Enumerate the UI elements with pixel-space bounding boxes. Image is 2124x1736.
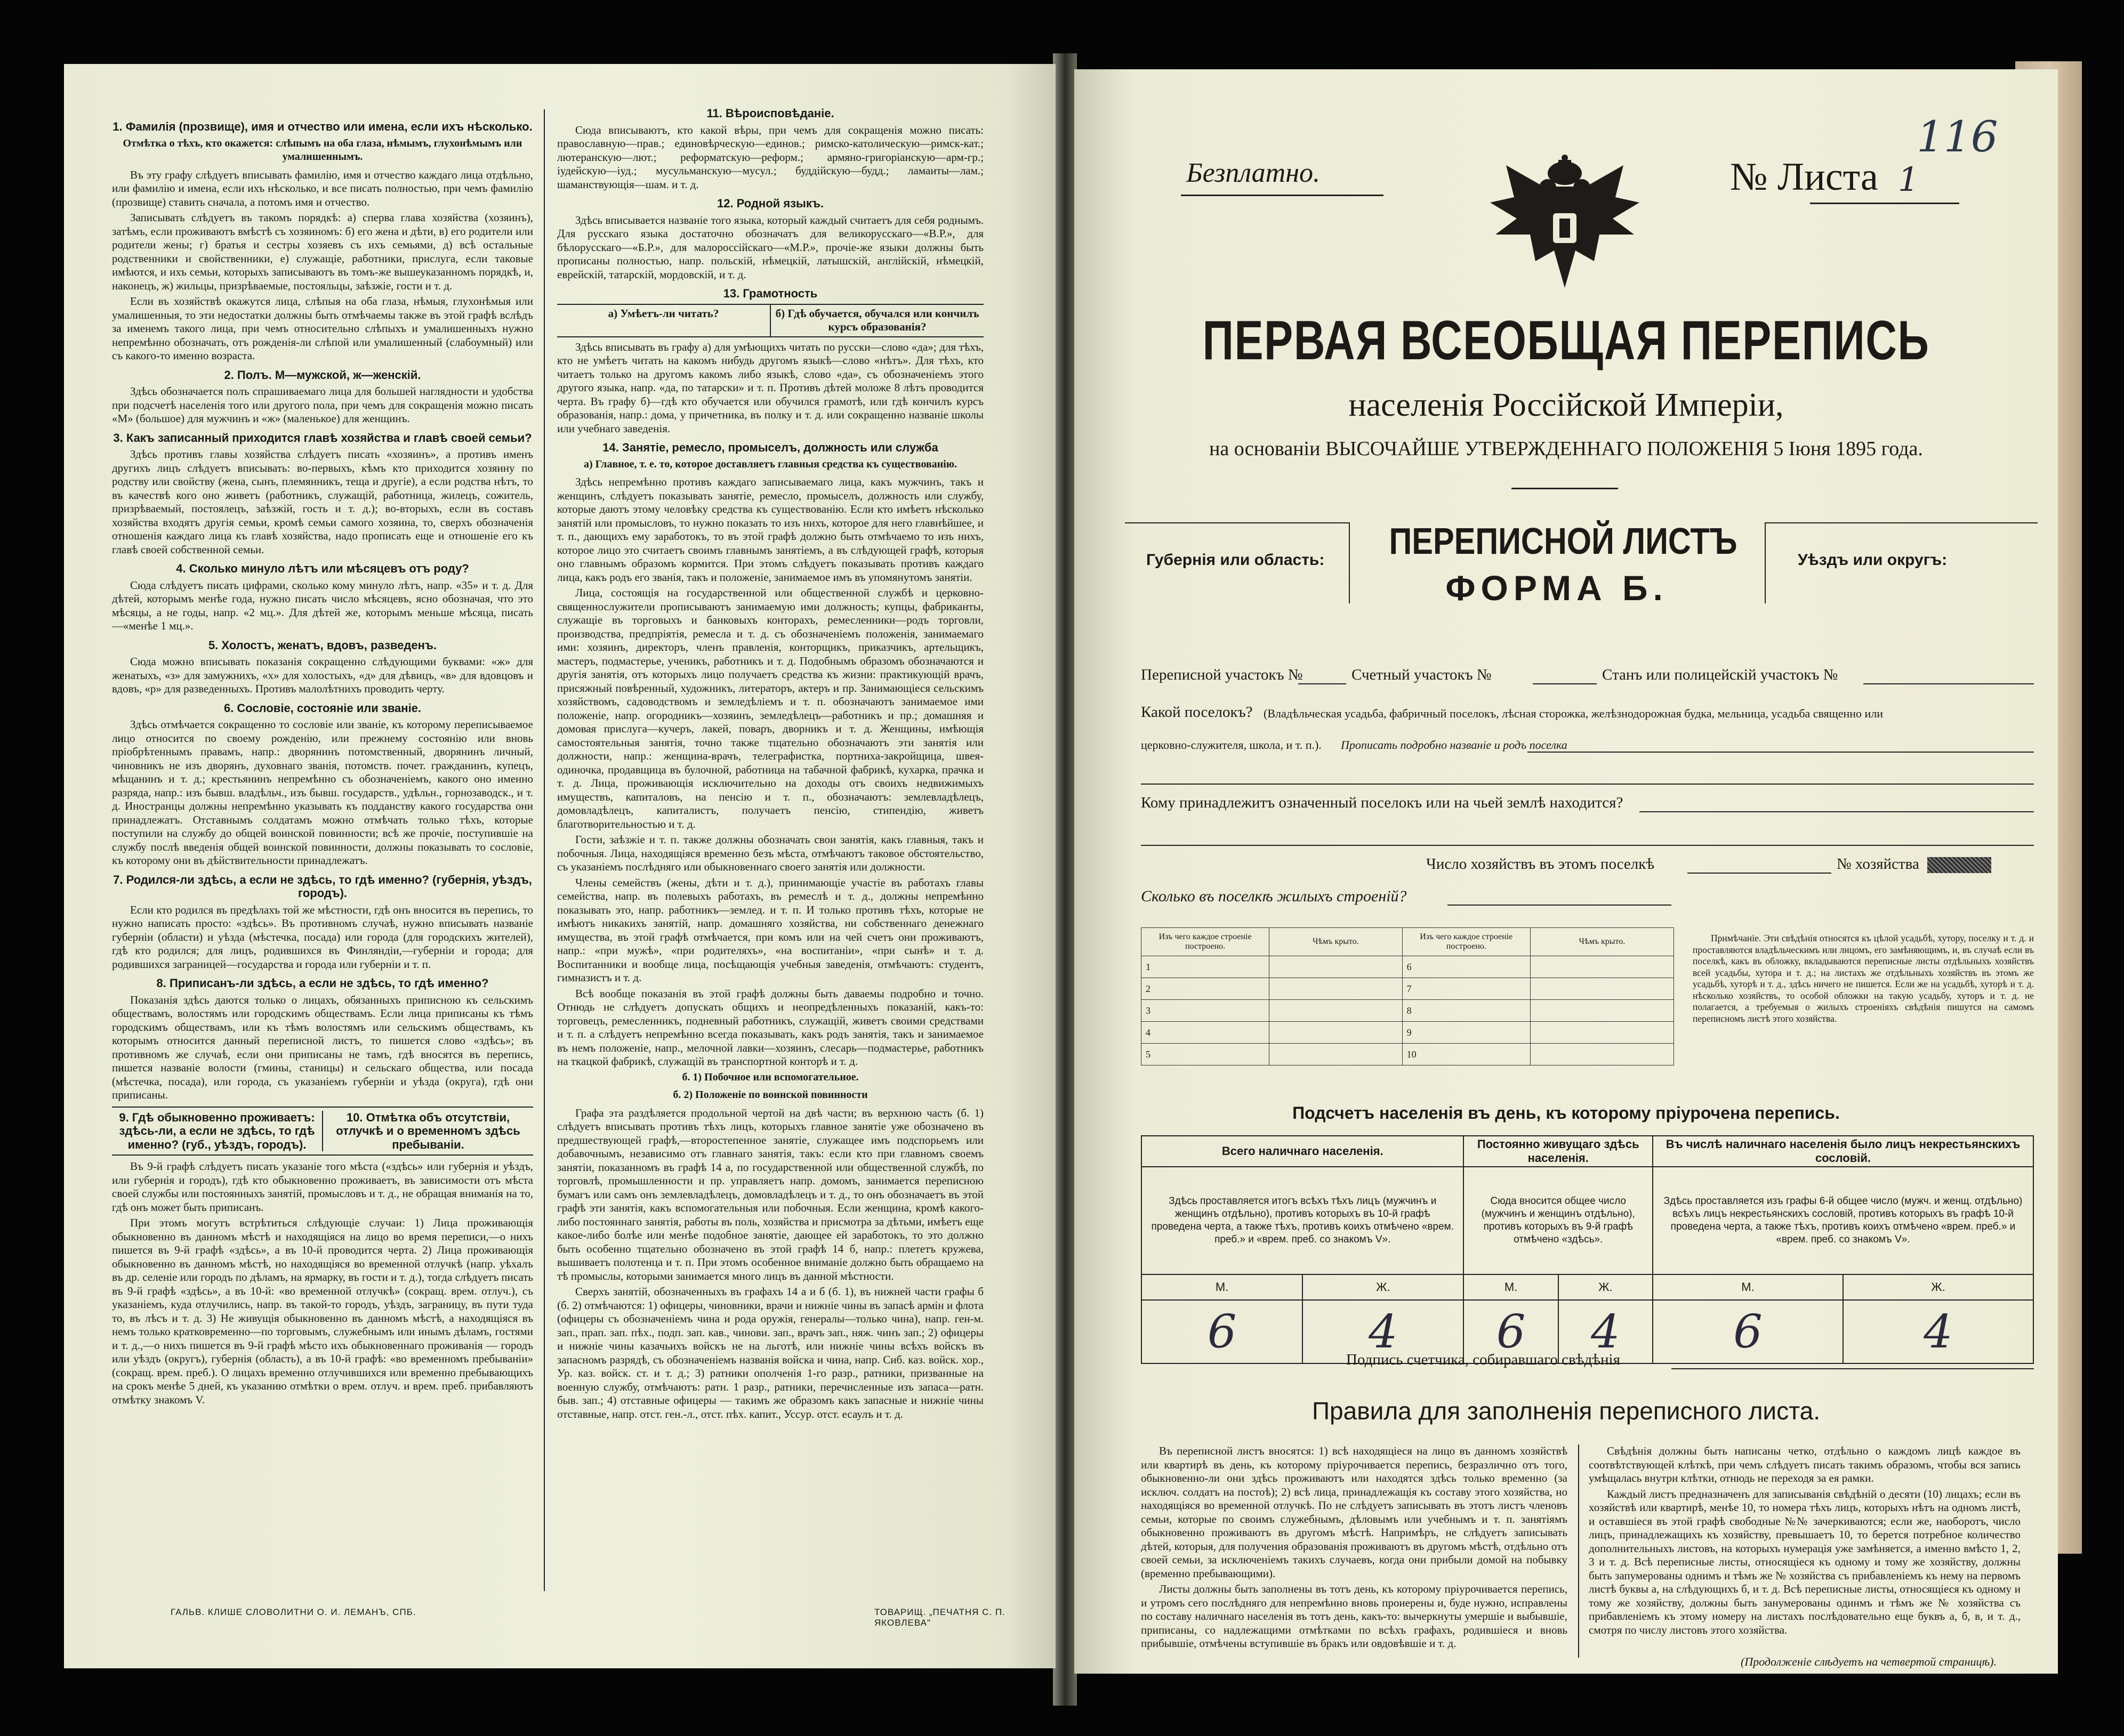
signature-line[interactable] — [1671, 1368, 2034, 1369]
row-number: 9 — [1402, 1022, 1530, 1044]
section-7-text: Если кто родился въ предѣлахъ той же мѣстности, гдѣ онъ вносится въ перепись, то нужно написать просто: «здѣсь». Въ противномъ случаѣ, нужно вписывать названіе губерніи (области) и уѣзда (мѣстечка, посада) или города (для городскихъ жителей), гдѣ кто родился; для лицъ, родившихся въ Финляндіи,—губерніи и города; для родившихся заграницей—государства и города или губерніи и т. п. — [112, 903, 533, 971]
buildings-note-text: Примѣчаніе. Эти свѣдѣнія относятся къ цѣлой усадьбѣ, хутору, поселку и т. д. и проставляются владѣльческимъ или лицомъ, его замѣняющимъ, и, въ случаѣ если въ поселкѣ, какъ въ обложку, вкладываются переписные листы отдѣльныхъ хозяйствъ всей усадьбы, хутора и т. д.; на листахъ же отдѣльныхъ хозяйствъ въ этомъ же усадьбѣ, хуторѣ и т. д., здѣсь ничего не пишется. Если же на усадьбѣ, хуторѣ и т. д. нѣсколько хозяйствъ, то особой обложки на такую усадьбу, хуторъ и т. д. не полагается, а требуемыя о жилыхъ строеніяхъ свѣдѣнія пишутся на самомъ переписномъ листѣ этого хозяйства. — [1693, 933, 2034, 1024]
section-10-title: 10. Отмѣтка объ отсутствіи, отлучкѣ и о временномъ здѣсь пребываніи. — [336, 1110, 520, 1151]
section-1-text: Записывать слѣдуетъ въ такомъ порядкѣ: а) сперва глава хозяйства (хозяинъ), затѣмъ, если проживаютъ вмѣстѣ съ хозяиномъ: б) его жена и дѣти, в) его родители или родители жены; г) братья и сестры хозяевъ съ ихъ семьями, д) всѣ остальные родственники и свойственники, е) служащіе, работники, прислуга, если таковые имѣются, и ихъ семьи, которыхъ записываютъ въ томъ-же вышеуказанномъ порядкѣ, и, наконецъ, ж) жильцы, призрѣваемые, постояльцы, заѣзжіе, гости и т. д. — [112, 211, 533, 292]
buildings-label: Сколько въ поселкѣ жилыхъ строеній? — [1141, 887, 1407, 905]
input-line[interactable] — [1141, 845, 2034, 846]
section-4-text: Сюда слѣдуетъ писать цифрами, сколько кому минуло лѣтъ, напр. «35» и т. д. Для дѣтей, которымъ менѣе года, нужно писать число мѣсяцевъ, ясно обозначая, что это мѣсяцы, а не годы, напр. «2 мц.». Для дѣтей же, которымъ меньше мѣсяца, писать—«менѣе 1 мц.». — [112, 578, 533, 632]
count-value-total-female[interactable]: 4 — [1302, 1300, 1463, 1363]
section-7-title: 7. Родился-ли здѣсь, а если не здѣсь, то гдѣ именно? (губернія, уѣздъ, городъ). — [113, 873, 532, 900]
male-label: М. — [1653, 1274, 1843, 1300]
section-14-text: Всѣ вообще показанія въ этой графѣ должны быть даваемы подробно и точно. Отнюдь не слѣдуетъ допускать общихъ и неопредѣленныхъ показаній, какъ-то: торговецъ, ремесленникъ, подневный работникъ, служащій, живетъ своими средствами и т. п. а слѣдуетъ непремѣнно всегда показывать, какъ родъ занятія, такъ и занимаемое въ немъ положеніе, напр., мелочной лавки—хозяинъ, слесарь—подмастерье, работникъ на ткацкой фабрикѣ, служащій въ транспортной конторѣ и т. д. — [557, 987, 984, 1068]
section-14-text: Члены семействъ (жены, дѣти и т. д.), принимающіе участіе въ работахъ главы семейства, напр. въ полевыхъ работахъ, въ ремеслѣ и т. д., должны непремѣнно показывать это, напр. работникъ—землед. и т. п. И только противъ тѣхъ, которые не имѣютъ никакихъ занятій, напр. домашняго хозяйства, ни собственнаго денежнаго имущества, въ этой графѣ отмѣчается, при комъ или на чей счетъ они проживаютъ, напр.: «при мужѣ», «при родителяхъ», «на воспитаніи», «при сынѣ» и т. д. Воспитанники и вообще лица, посѣщающія учебныя заведенія, отмѣчаютъ: студентъ, гимназистъ и т. д. — [557, 876, 984, 984]
section-1-text: Въ эту графу слѣдуетъ вписывать фамилію, имя и отчество каждаго лица отдѣльно, или фамилію и имена, если ихъ нѣсколько, и все писать полностью, при чемъ фамилію (прозвище) ставить сначала, а потомъ имя и отчество. — [112, 168, 533, 208]
male-label: М. — [1463, 1274, 1558, 1300]
row-number: 5 — [1141, 1044, 1269, 1065]
gubernia-label: Губернія или область: — [1146, 551, 1325, 569]
section-5-text: Сюда можно вписывать показанія сокращенно слѣдующими буквами: «ж» для женатыхъ, «з» для замужнихъ, «х» для холостыхъ, «д» для дѣвицъ, «в» для вдовцовъ и вдовъ, «р» для разведенныхъ. Противъ малолѣтнихъ проводить черту. — [112, 655, 533, 695]
section-12-title: 12. Родной языкъ. — [717, 197, 824, 210]
table-row — [1141, 978, 1674, 1000]
rules-text: Въ переписной листъ вносятся: 1) всѣ находящіеся на лицо въ данномъ хозяйствѣ или квартирѣ въ день, къ которому пріурочивается перепись, безразлично отъ того, обыкновенно-ли они здѣсь проживаютъ или находятся здѣсь только временно (за исключ. солдатъ на постоѣ); 2) всѣ лица, принадлежащія къ составу этого хозяйства, но находящіяся во временной отлучкѣ. По не слѣдуетъ записывать въ этотъ листъ членовъ семьи, которые по своимъ служебнымъ, дѣловымъ или учебнымъ и т. п. занятіямъ обыкновенно проживаютъ въ другомъ мѣстѣ. Напримѣръ, не слѣдуетъ записывать дѣтей, которыя, для получения образованія проживаютъ въ другомъ мѣстѣ, отдѣльно отъ своей семьи, за исключеніемъ такихъ случаевъ, когда они прибыли домой на побывку (временно пребывающими). — [1141, 1444, 1567, 1580]
section-9-10-header — [112, 1107, 533, 1156]
section-14-text: Здѣсь непремѣнно противъ каждаго записываемаго лица, какъ мужчинъ, такъ и женщинъ, слѣдуетъ показывать занятіе, ремесло, промыселъ, должность или службу, которые даютъ этому человѣку средства къ существованію. Если кто имѣетъ нѣсколько занятій или промысловъ, то нужно показать то изъ нихъ, которое для него главнѣйшее, и т. п., дающихъ ему заработокъ, то въ этой графѣ должно быть отмѣчаемо то изъ нихъ, которое лицо это считаетъ своимъ главнымъ занятіемъ, а въ слѣдующей графѣ, которыя оно главнымъ образомъ кормится. При этомъ слѣдуетъ показывать противъ каждаго лица, какъ родъ его званія, такъ и положеніе, занимаемое имъ въ упомянутомъ занятіи. — [557, 475, 984, 584]
row-number: 6 — [1402, 956, 1530, 978]
count-value-total-male[interactable]: 6 — [1141, 1300, 1302, 1363]
section-6-text: Здѣсь отмѣчается сокращенно то сословіе или званіе, къ которому переписываемое лицо относится по своему рожденію, или прежнему состоянію или вновь пріобрѣтеннымъ правамъ, напр.: дворянинъ потомственный, дворянинъ личный, чиновникъ не изъ дворянъ, духовнаго званія, потомств. почет. гражданинъ, купецъ, мѣщанинъ и т. д.; крестьянинъ непремѣнно съ обозначеніемъ, какого оно именно разряда, напр.: изъ бывш. владѣльч., изъ бывш. государств., удѣльн., горнозаводск., и т. д. Иностранцы должны непремѣнно указывать къ подданству какого государства они принадлежатъ. Отставнымъ солдатамъ можно отмѣчать только тѣхъ, которые поступили на службу до общей воинской повинности; всѣ же прочіе, поступившіе на службу послѣ введенія общей воинской повинности, должны показывать то сословіе, къ которому они въ дѣйствительности принадлежатъ. — [112, 718, 533, 867]
section-13-text: Здѣсь вписывать въ графу а) для умѣющихъ читать по русски—слово «да»; для тѣхъ, кто не умѣетъ читать на какомъ нибудь другомъ языкѣ—слово «нѣтъ». Для тѣхъ, кто читаетъ только на другомъ какомъ либо языкѣ, слово «да», съ обозначеніемъ этого другого языка, напр. «да, по татарски» и т. п. Противъ дѣтей моложе 8 лѣтъ проводится черта. Въ графу б)—гдѣ кто обучается или обучился грамотѣ, или гдѣ кончилъ курсъ образованія, напр.: дома, у причетника, въ полку и т. д. или сокращенно названіе школы или учебнаго заведенія. — [557, 340, 984, 435]
female-label: Ж. — [1302, 1274, 1463, 1300]
settlement-hint: (Владѣльческая усадьба, фабричный поселокъ, лѣсная сторожка, желѣзнодорожная будка, мельница, усадьба священно или — [1264, 707, 1884, 720]
row-number: 8 — [1402, 1000, 1530, 1022]
count-district-label: Счетный участокъ № — [1351, 666, 1492, 683]
rules-column-1 — [1141, 1444, 1567, 1668]
buildings-col-material: Изъ чего каждое строеніе построено. — [1402, 928, 1530, 956]
printer-imprint-right: ТОВАРИЩ. „ПЕЧАТНЯ С. П. ЯКОВЛЕВА" — [874, 1607, 1005, 1628]
settlement-hint-2: церковно-служителя, школа, и т. п.). — [1141, 738, 1322, 752]
section-9-text: Въ 9-й графѣ слѣдуетъ писать указаніе того мѣста («здѣсь» или губернія и уѣздъ, или губернія и городъ), гдѣ кто обыкновенно проживаетъ, въ зависимости отъ мѣста своей службы или постоянныхъ занятій, промысловъ и т. д., не обращая вниманія на то, гдѣ онъ может быть приписанъ. — [112, 1160, 533, 1214]
count-value-permanent-female[interactable]: 4 — [1558, 1300, 1653, 1363]
column-divider — [544, 109, 545, 1591]
count-value-nonpeasant-male[interactable]: 6 — [1653, 1300, 1843, 1363]
section-9-text: При этомъ могутъ встрѣтиться слѣдующіе случаи: 1) Лица проживающія обыкновенно въ данномъ мѣстѣ и находящіяся на лицо во время переписи,—о нихъ пишется въ 9-й графѣ «здѣсь», а въ 10-й проводится черта. 2) Лица проживающія обыкновенно въ данномъ мѣстѣ, но находящіяся во временной отлучкѣ (напр. уѣхалъ въ др. селеніе или городъ по дѣламъ, на ярмарку, въ гости и т. д.), тогда слѣдуетъ писать въ 9-й графѣ «здѣсь», а въ 10-й: «во временной отлучкѣ» (сокращ. врем. отлуч.), съ указаніемъ, куда отлучились, напр. въ такой-то городъ, уѣздъ, заграницу, въ пути туда то, въ лѣсъ и т. д. 3) Не живущія обыкновенно въ данномъ мѣстѣ, а находящіяся въ немъ только кратковременно—по торговымъ, служебнымъ или инымъ дѣламъ, гостями и т. д.,—о нихъ пишется въ 9-й графѣ мѣсто ихъ обыкновеннаго проживанія — городъ или уѣздъ (округъ), губернія (область), а въ 10-й графѣ: «во временномъ пребываніи» (сокращ. врем. преб.). О лицахъ временно отлучившихся или временно пребывающихъ на срокъ менѣе 5 дней, къ указанию отмѣтки о врем. отлуч. и врем. преб. прибавляютъ отмѣтку знакомъ V. — [112, 1216, 533, 1406]
census-basis: на основаніи ВЫСОЧАЙШЕ УТВЕРЖДЕННАГО ПОЛОЖЕНІЯ 5 Іюня 1895 года. — [1209, 438, 1923, 460]
household-number-label: № хозяйства — [1837, 855, 1919, 873]
input-line[interactable] — [1527, 752, 2034, 753]
population-count-table — [1141, 1135, 2034, 1364]
section-5-title: 5. Холостъ, женатъ, вдовъ, разведенъ. — [208, 638, 437, 652]
input-line[interactable] — [1533, 683, 1597, 684]
row-number: 1 — [1141, 956, 1269, 978]
settlement-hint-3: Прописать подробно названіе и родъ поселка — [1341, 738, 1567, 752]
input-line[interactable] — [1447, 905, 1671, 906]
book-gutter — [1053, 53, 1077, 1706]
input-line[interactable] — [1863, 683, 2034, 684]
form-name: ФОРМА Б. — [1445, 568, 1668, 608]
census-subtitle: населенія Россійской Имперіи, — [1348, 387, 1784, 423]
row-number: 3 — [1141, 1000, 1269, 1022]
section-14-text: Лица, состоящія на государственной или общественной службѣ и церковно-священнослужители прописываютъ занимаемую ими должность; купцы, фабриканты, служащіе въ торговыхъ и банковыхъ конторахъ, ремесленники—родъ торговли, производства, предпріятія, ремесла и т. д. съ обозначеніемъ положенія, занимаемаго ими: хозяинъ, директоръ, членъ правленія, конторщикъ, приказчикъ, артельщикъ, мастеръ, подмастерье, ученикъ, работникъ и т. д. Подобнымъ образомъ обозначаются и другія занятія, отъ которыхъ лицо получаетъ средства къ жизни: практикующій врачъ, присяжный повѣренный, художникъ, литераторъ, актеръ и пр. Занимающіеся сельскимъ хозяйствомъ, садоводствомъ и земледѣліемъ и т. п. обозначаютъ занимаемое ими положеніе, напр. огородникъ—хозяинъ, земледѣлецъ—работникъ и пр.; домашняя и домовая прислуга—кучеръ, лакей, поваръ, дворникъ и т. д. Женщины, имѣющія самостоятельныя занятія, точно также тщательно обозначаютъ эти занятія или должности, напр.: женщина-врачъ, телеграфистка, портниха-закройщица, швея-одиночка, продавщица въ булочной, работница на табачной фабрикѣ, кухарка, прачка и т. д. Лица, проживающія исключительно на доходы отъ своихъ недвижимыхъ имуществъ, капиталовъ, на пенсію и т. п., обозначаютъ: землевладѣлецъ, домовладѣлецъ, капиталистъ, получаетъ пенсію, стипендію, живетъ благотворительностью и т. д. — [557, 586, 984, 830]
section-3-title: 3. Какъ записанный приходится главѣ хозяйства и главѣ своей семьи? — [113, 431, 532, 445]
right-page — [1074, 69, 2058, 1674]
rules-text: Каждый листъ предназначенъ для записыванія свѣдѣній о десяти (10) лицахъ; если въ хозяйствѣ или квартирѣ, менѣе 10, то номера тѣхъ лицъ, которыхъ нѣтъ на одномъ листѣ, и оставшіеся въ этой графѣ свободные №№ зачеркиваются; если же, наоборотъ, число лицъ, принадлежащихъ къ хозяйству, превышаетъ 10, то берется потребное количество дополнительныхъ листовъ, на которыхъ нумерація уже замѣняется, а именно вмѣсто 1, 2, 3 и т. д. Всѣ переписные листы, относящіеся къ одному и тому же хозяйству, должны быть запумерованы однимъ и тѣмъ же № хозяйства съ прибавленіемъ къ нему на первомъ листѣ буквы а, на слѣдующихъ б, и т. д. Всѣ переписные листы, относящіеся къ одному и тому же хозяйству, должны быть занумерованы одинмъ и тѣмъ же № хозяйства съ прибавленіемъ къ этому номеру на листахъ послѣдовательно еще буквъ а, б, в, и т. д., смотря по числу листовъ этого хозяйства. — [1589, 1487, 2021, 1636]
printer-imprint-left: ГАЛЬВ. КЛИШЕ СЛОВОЛИТНИ О. И. ЛЕМАНЪ, СПБ. — [171, 1607, 416, 1617]
rules-text: Свѣдѣнія должны быть написаны четко, отдѣльно о каждомъ лицѣ каждое въ соотвѣтствующей клѣткѣ, при чемъ слѣдуетъ писать такимъ образомъ, чтобы вся запись умѣщалась внутри клѣтки, отнюдь не переходя за ея рамки. — [1589, 1444, 2021, 1484]
input-line[interactable] — [1141, 784, 2034, 785]
title-rule — [1511, 488, 1618, 489]
table-row — [1141, 1044, 1674, 1065]
sheet-number-value: 1 — [1898, 160, 1919, 199]
count-header-permanent: Постоянно живущаго здѣсь населенія. — [1463, 1136, 1653, 1167]
row-number: 7 — [1402, 978, 1530, 1000]
uezd-box[interactable] — [1765, 522, 2038, 603]
section-13b-label: б) Гдѣ обучается, обучался или кончилъ курсъ образованія? — [775, 306, 979, 333]
instructions-column-2 — [557, 101, 984, 1588]
section-13-title: 13. Грамотность — [723, 287, 818, 300]
section-4-title: 4. Сколько минуло лѣтъ или мѣсяцевъ отъ роду? — [176, 562, 469, 575]
count-title: Подсчетъ населенія въ день, къ которому пріурочена перепись. — [1292, 1103, 1840, 1123]
buildings-note — [1693, 933, 2034, 1077]
row-number: 10 — [1402, 1044, 1530, 1065]
section-2-text: Здѣсь обозначается полъ спрашиваемаго лица для большей наглядности и удобства при подсчетѣ населенія того или другого пола, при чемъ для сокращенія можно писать «М» (большое) для мужчинъ и «ж» (маленькое) для женщинъ. — [112, 385, 533, 425]
section-1-title: 1. Фамилія (прозвище), имя и отчество или имена, если ихъ нѣсколько. — [112, 120, 533, 133]
section-2-title: 2. Полъ. М—мужской, ж—женскій. — [224, 368, 421, 382]
section-3-text: Здѣсь противъ главы хозяйства слѣдуетъ писать «хозяинъ», а противъ именъ другихъ лицъ слѣдуетъ вписывать: во-первыхъ, кѣмъ кто приходится хозяину по родству или свойству (жена, сынъ, племянникъ, теща и другіе), а если родства нѣтъ, то въ качествѣ кого оно живетъ (работникъ, служащій, работница, жилецъ, сожитель, призрѣваемый, постоялецъ, заѣзжій, гость и т. д.); во-вторыхъ, если въ составъ хозяйства входятъ другія семьи, кромѣ семьи самого хозяина, то, сверхъ обозначенія отношенія каждаго лица къ главѣ хозяйства, надо прописать еще и отношеніе его къ главѣ своей собственной семьи. — [112, 448, 533, 556]
female-label: Ж. — [1558, 1274, 1653, 1300]
section-11-title: 11. Вѣроисповѣданіе. — [706, 107, 834, 120]
section-13-header — [557, 304, 984, 337]
section-13a-label: а) Умѣетъ-ли читать? — [557, 305, 771, 336]
section-14-text: Графа эта раздѣляется продольной чертой на двѣ части; въ верхнюю часть (б. 1) слѣдуетъ вписывать противъ тѣхъ лицъ, которыхъ главное занятіе уже обозначено въ предшествующей графѣ,—второстепенное занятіе, служащее имъ подспорьемъ или добавочнымъ, независимо отъ главнаго занятія, такъ: если кто при главномъ своемъ занятіи, показанномъ въ графѣ 14 а, по государственной или общественной службѣ, по торговлѣ, промышленности и пр. управляетъ напр. домомъ, занимается переписною бумагъ или самъ онъ землевладѣлецъ, домовладѣлецъ и т. д., то онъ обозначаетъ въ этой графѣ эти занятія, какъ вспомогательныя или побочныя. Если женщина, кромѣ какого-либо постояннаго занятія, работы въ поль, хозяйства и присмотра за дѣтьми, имѣетъ еще какое-либо болѣе или менѣе подобное занятіе, дающее ей заработокъ, то это должно быть особенно тщательно обозначено въ этой графѣ 14 б, напр.: плететъ кружева, вышиваетъ полотенца и т. п. При этомъ особенное вниманіе должно быть обращаемо на тѣ промыслы, которыми занимается много лицъ въ данной мѣстности. — [557, 1106, 984, 1282]
row-number: 2 — [1141, 978, 1269, 1000]
owner-label: Кому принадлежитъ означенный поселокъ или на чьей землѣ находится? — [1141, 794, 1623, 811]
rules-column-2 — [1589, 1444, 2021, 1658]
row-number: 4 — [1141, 1022, 1269, 1044]
count-value-nonpeasant-female[interactable]: 4 — [1843, 1300, 2033, 1363]
census-district-label: Переписной участокъ № — [1141, 666, 1303, 683]
instructions-column-1 — [112, 115, 533, 1586]
section-14-subtitle: а) Главное, т. е. то, которое доставляетъ главныя средства къ существованію. — [584, 458, 957, 470]
count-header-total: Всего наличнаго населенія. — [1141, 1136, 1463, 1167]
free-label: Безплатно. — [1186, 158, 1321, 188]
buildings-col-material: Изъ чего каждое строеніе построено. — [1141, 928, 1269, 956]
table-row — [1141, 1022, 1674, 1044]
archive-number: 116 — [1917, 112, 1998, 162]
section-6-title: 6. Сословіе, состояніе или званіе. — [223, 701, 422, 715]
section-1-subtitle: Отмѣтка о тѣхъ, кто окажется: слѣпымъ на оба глаза, нѣмымъ, глухонѣмымъ или умалишеннымъ. — [123, 137, 522, 163]
section-1-text: Если въ хозяйствѣ окажутся лица, слѣпыя на оба глаза, нѣмыя, глухонѣмыя или умалишенныя, то эти недостатки должны быть отмѣчаемы также въ этой графѣ вслѣдъ за именемъ такого лица, при чемъ относительно слѣпыхъ и умалишенныхъ нужно непремѣнно обозначать, отъ рожденія-ли слѣпой или умалишенный (слабоумный) или съ какого-то именно возраста. — [112, 295, 533, 362]
section-14c-title: б. 2) Положеніе по воинской повинности — [673, 1089, 868, 1101]
section-8-text: Показанія здѣсь даются только о лицахъ, обязанныхъ приписною къ сельскимъ обществамъ, волостямъ или городскимъ обществамъ. Если лица приписаны къ тѣмъ городскимъ обществамъ, или къ тѣмъ волостямъ или сельскимъ обществамъ, къ которымъ относится данный переписной листъ, то пишется слово «здѣсь»; въ противномъ же случаѣ, если они приписаны не тамъ, гдѣ вносятся въ перепись, пишется названіе волости (гмины, станицы) и сельскаго общества, или посада (мѣстечка, посада), или города, съ указаніемъ губерніи и уѣзда (округа), гдѣ они приписаны. — [112, 993, 533, 1101]
gubernia-box[interactable] — [1125, 522, 1350, 603]
section-14-text: Гости, заѣзжіе и т. п. также должны обозначать свои занятія, какъ главныя, такъ и побочныя. Лица, находящіяся временно безъ мѣста, отмѣчаютъ таковое обстоятельство, съ указаніемъ послѣдняго или обыкновеннаго своего занятія или должности. — [557, 833, 984, 873]
rules-continued: (Продолженіе слѣдуетъ на четвертой страницѣ). — [1741, 1655, 1997, 1668]
households-label: Число хозяйствъ въ этомъ поселкѣ — [1426, 855, 1655, 873]
section-14-title: 14. Занятіе, ремесло, промыселъ, должность или служба — [602, 441, 938, 454]
section-12-text: Здѣсь вписывается названіе того языка, который каждый считаетъ для себя роднымъ. Для русскаго языка достаточно обозначатъ для великорусскаго—«В.Р.», для бѣлорусскаго—«Б.Р.», для малороссійскаго—«М.Р.», прочіе-же языки должны быть прописаны полностью, напр. польскій, нѣмецкій, латышскій, англійскій, нѣмецкій, еврейскій, татарскій, мордовскій, и т. д. — [557, 213, 984, 281]
male-label: М. — [1141, 1274, 1302, 1300]
free-underline — [1181, 195, 1383, 196]
stan-label: Станъ или полицейскій участокъ № — [1602, 666, 1838, 683]
count-desc-nonpeasant: Здѣсь проставляется изъ графы 6-й общее число (мужч. и женщ. отдѣльно) всѣхъ лицъ некрестьянскихъ сословій, противъ которыхъ въ графѣ 10-й проведена черта, а также тѣхъ, противъ коихъ отмѣчено «врем. преб.» и «врем. преб. со знакомъ V». — [1653, 1167, 2033, 1274]
uezd-label: Уѣздъ или округъ: — [1798, 551, 1948, 569]
form-title: ПЕРЕПИСНОЙ ЛИСТЪ — [1389, 520, 1737, 562]
sheet-number-label: № Листа — [1730, 155, 1878, 199]
table-row — [1141, 956, 1674, 978]
count-value-permanent-male[interactable]: 6 — [1463, 1300, 1558, 1363]
buildings-col-roof: Чѣмъ крыто. — [1269, 928, 1402, 956]
section-8-title: 8. Приписанъ-ли здѣсь, а если не здѣсь, то гдѣ именно? — [156, 976, 489, 990]
form-title-box — [1359, 509, 1754, 616]
buildings-table — [1141, 927, 1674, 1065]
count-desc-permanent: Сюда вносится общее число (мужчинъ и женщинъ отдѣльно), противъ которыхъ въ 9-й графѣ отмѣчено «здѣсь». — [1463, 1167, 1653, 1274]
input-line[interactable] — [1639, 811, 2034, 812]
rules-divider — [1578, 1444, 1579, 1658]
settlement-label: Какой поселокъ? — [1141, 704, 1253, 721]
female-label: Ж. — [1843, 1274, 2033, 1300]
section-9-title: 9. Гдѣ обыкновенно проживаетъ: здѣсь-ли, а если не здѣсь, то гдѣ именно? (губ., уѣздъ, городъ). — [112, 1111, 323, 1152]
input-line[interactable] — [1687, 873, 1831, 874]
buildings-col-roof: Чѣмъ крыто. — [1530, 928, 1674, 956]
section-14-text: Сверхъ занятій, обозначенныхъ въ графахъ 14 а и б (б. 1), въ нижней части графы б (б. 2) отмѣчаются: 1) офицеры, чиновники, врачи и нижніе чины въ запасѣ армін и флота (офицеры съ обозначеніемъ чина и рода оружія, генералы—только чина), напр. ген-м. зап., прап. зап. пѣх., подп. зап. кав., чинови. зап., врачъ зап., няж. чинъ зап.; 2) офицеры и нижніе чины казачьихъ войскъ не на льготѣ, или нижніе чины всѣхъ войскъ въ запасномъ разрядѣ, съ обозначеніемъ названія войска и чина, напр. Сиб. каз. войск. хор., Ур. каз. войск. ст. и т. д.; 3) ратники ополченія 1-го разр., ратники, призванные на военную службу, отмѣчаютъ: ратн. 1 разр., ратники, перечисленные изъ запаса—ратн. быв. зап.; 4) отставные офицеры — такимъ же образомъ какъ запасные и нижніе чины отставные, напр. отст. ген.-л., отст. пѣх. капит., Уссур. отст. есаулъ и т. д. — [557, 1285, 984, 1420]
table-row — [1141, 1000, 1674, 1022]
count-header-nonpeasant: Въ числѣ наличнаго населенія было лицъ некрестьянскихъ сословій. — [1653, 1136, 2033, 1167]
household-number-scribble — [1927, 857, 1991, 873]
count-desc-total: Здѣсь проставляется итогъ всѣхъ тѣхъ лицъ (мужчинъ и женщинъ отдѣльно), противъ которыхъ въ 10-й графѣ проведена черта, а также тѣхъ, противъ коихъ отмѣчено «врем. преб.» и «врем. преб. со знакомъ V». — [1141, 1167, 1463, 1274]
section-11-text: Сюда вписываютъ, кто какой вѣры, при чемъ для сокращенія можно писать: православную—прав.; единовѣрческую—единов.; римско-католическую—римск-кат.; лютеранскую—лют.; реформатскую—реформ.; армяно-григоріанскую—арм-гр.; іудейскую—іуд.; мусульманскую—мусул.; буддійскую—будд.; ламаиты—лам.; шаманствующія—шам. и т. д. — [557, 123, 984, 191]
census-title: ПЕРВАЯ ВСЕОБЩАЯ ПЕРЕПИСЬ — [1202, 310, 1930, 372]
input-line[interactable] — [1298, 683, 1346, 684]
sheet-number-underline — [1810, 203, 1959, 204]
rules-title: Правила для заполненія переписного листа. — [1312, 1397, 1821, 1425]
imperial-eagle-emblem — [1485, 155, 1645, 298]
rules-text: Листы должны быть заполнены въ тотъ день, къ которому пріурочивается перепись, и утромъ сего послѣдняго для непремѣнно вновь проиерены и, буде нужно, исправлены по составу наличнаго населенія въ тотъ день, какъ-то: вычеркнуты умершіе и выбывшіе, приписаны, со надлежащими отмѣтками по всѣхъ графахъ, родившіеся и вновь прибывшіе, отмѣчены вступившіе въ бракъ или овдовѣвшіе и т. д. — [1141, 1582, 1567, 1650]
left-page — [64, 64, 1056, 1668]
section-14b-title: б. 1) Побочное или вспомогательное. — [682, 1071, 859, 1083]
signature-label: Подпись счетчика, собиравшаго свѣдѣнія — [1346, 1351, 1620, 1368]
